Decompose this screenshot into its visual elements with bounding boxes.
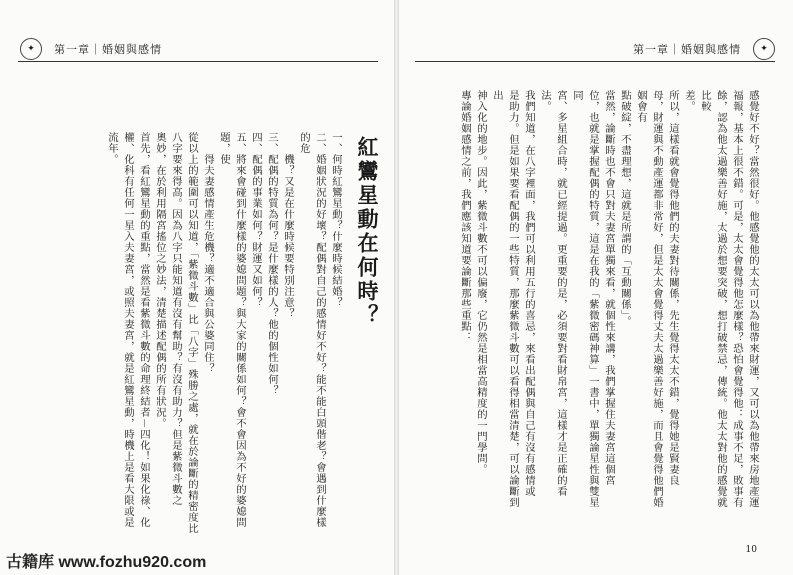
right-header-text: 第一章｜婚姻與感情 (633, 43, 741, 56)
chapter-emblem-icon: ✦ (20, 38, 42, 60)
right-page (399, 0, 793, 575)
right-header-rule (415, 61, 775, 62)
left-page (0, 0, 394, 575)
right-page-header (633, 38, 775, 60)
left-header-text: 第一章｜婚姻與感情 (54, 43, 162, 56)
site-watermark: 古籍库 www.fozhu920.com (6, 554, 207, 571)
chapter-emblem-icon: ✦ (753, 38, 775, 60)
left-page-body: 一、何時紅鸞星動？什麼時候結婚？ 二、婚姻狀況的好壞？配偶對自己的感情好不好？能不能白頭偕老？會遇到什麼樣的危 機？又是在什麼時候要特別注意？ 三、配偶的特質為何？是什麼樣的人？他的個性如何？ 四、配偶的事業如何？財運又如何？ 五、將來會碰到什麼樣的婆媳問題？與大家的關係如何？會不會因為不好的婆媳問題，使 得夫妻感情產生危機？適不適合與公婆同住？ 從以上的範圍可以知道，「紫微斗數」比「八字」殊勝之處，就在於論斷的精密度比 八字要來得高。因為八字只能知道有沒有幫助？有沒有助力？但是紫微斗數之 奧妙，在於利用隔宮搖位之妙法，清楚描述配偶的所有狀況。 首先，看紅鸞星動的重點，當然是看紫微斗數的命理終結者－四化！如果化祿、化 權、化科有任何一星入夫妻宮，或照夫妻宮，就是紅鸞星動，時機上是看大限或是流年。 (106, 132, 342, 534)
section-title: 紅鸞星動在何時？ (355, 136, 379, 328)
right-page-body: 感覺好不好？當然很好。他感覺他的太太可以為他帶來財運，又可以為他帶來房地產運 福報，基本上很不錯。可是，太太會覺得他怎麼樣？恐怕會覺得他：成事不足，敗事有 餘，認為他太過樂善好施，太過於想要突破，想打破禁忌，傳統。他太太對他的感覺就比較 差。 所以，這樣看就會覺得他們的夫妻對待關係，先生覺得太太不錯，覺得她是賢妻良 母，財運與不動產運都非常好，但是太太會覺得丈夫太過樂善好施，而且會覺得他們婚姻會有 點破綻，不盡理想，這就是所謂的「互動關係」。 當然，論斷時也不會只對夫妻宮單獨來看，就個性來講，我們掌握住夫妻宮這個宮 位，也就是掌握配偶的特質，這是在我的「紫微密碼神算」一書中，單獨論星性與雙星同 宮、多星組合時，就已經提過。更重要的是，必須要對看財帛宮，這樣才是正確的看法。 我們知道，在八字裡面，我們可以利用五行的喜忌，來看出配偶與自己有沒有感情或 是助力。但是如果要看配偶的一些特質，那麼紫微斗數可以看得相當清楚，可以論斷到出 神入化的地步。因此，紫微斗數不可以偏廢，它仍然是相當高精度的一門學問。 專論婚姻感情之前，我們應該知道要論斷那些重點： (459, 90, 759, 508)
left-header-rule (18, 61, 378, 62)
page-number: 10 (745, 545, 757, 555)
left-page-header (20, 38, 162, 60)
